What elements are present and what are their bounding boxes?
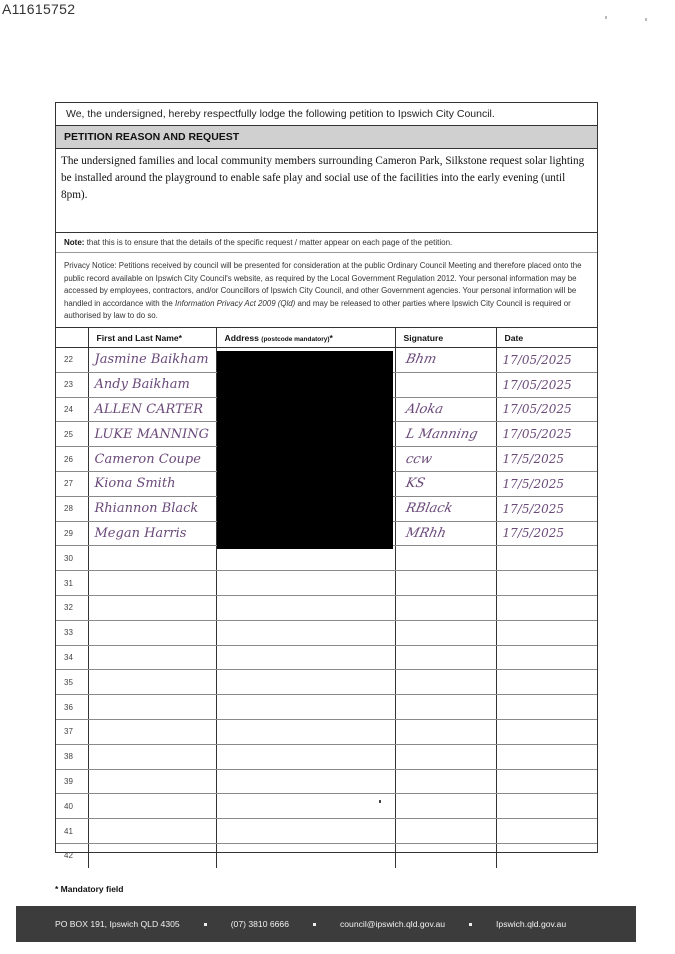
- signing-date-text: 17/05/2025: [502, 352, 572, 367]
- table-row: [56, 843, 597, 867]
- signer-signature: [395, 521, 496, 546]
- signing-date-text: 17/05/2025: [502, 377, 572, 392]
- table-row: [56, 595, 597, 620]
- footer-phone: (07) 3810 6666: [230, 919, 289, 929]
- signing-date: [496, 670, 597, 695]
- signer-name: [88, 719, 216, 744]
- row-number: 38: [56, 744, 88, 769]
- footer-separator: [204, 923, 207, 926]
- signing-date: [496, 422, 597, 447]
- privacy-act-name: Information Privacy Act 2009 (Qld): [175, 298, 296, 308]
- row-number: 28: [56, 496, 88, 521]
- signing-date-text: 17/5/2025: [502, 452, 565, 467]
- row-number: 24: [56, 397, 88, 422]
- row-number: 39: [56, 769, 88, 794]
- signer-signature: [395, 348, 496, 373]
- signer-name: [88, 397, 216, 422]
- signing-date: [496, 372, 597, 397]
- row-number: 41: [56, 819, 88, 844]
- mandatory-field-note: * Mandatory field: [55, 884, 124, 894]
- signer-name: [88, 571, 216, 596]
- header-address-note: (postcode mandatory): [261, 335, 330, 343]
- signer-signature: [395, 546, 496, 571]
- table-header-row: [56, 328, 597, 348]
- table-row: [56, 620, 597, 645]
- signer-name-text: Kiona Smith: [94, 476, 176, 492]
- row-number: 26: [56, 447, 88, 472]
- signer-name: [88, 645, 216, 670]
- signer-name: [88, 595, 216, 620]
- footer-website[interactable]: Ipswich.qld.gov.au: [496, 919, 567, 929]
- signer-name: [88, 422, 216, 447]
- row-number: 30: [56, 546, 88, 571]
- signer-name: [88, 546, 216, 571]
- signer-address: [216, 670, 395, 695]
- signing-date: [496, 471, 597, 496]
- signing-date: [496, 620, 597, 645]
- signer-address: [216, 620, 395, 645]
- signer-address: [216, 744, 395, 769]
- signer-signature: [395, 670, 496, 695]
- signing-date: [496, 447, 597, 472]
- footer-email[interactable]: council@ipswich.qld.gov.au: [339, 919, 446, 929]
- signer-name: [88, 695, 216, 720]
- row-number: 23: [56, 372, 88, 397]
- signer-signature: [395, 620, 496, 645]
- signer-address: [216, 546, 395, 571]
- signer-name: [88, 496, 216, 521]
- signer-name-text: Andy Baikham: [94, 377, 190, 393]
- footer-separator: [469, 923, 472, 926]
- signer-address: [216, 819, 395, 844]
- signing-date: [496, 571, 597, 596]
- header-name: First and Last Name*: [88, 328, 216, 348]
- signer-signature: [395, 397, 496, 422]
- signer-name: [88, 521, 216, 546]
- signer-signature: [395, 819, 496, 844]
- signing-date: [496, 744, 597, 769]
- header-address: [216, 328, 395, 348]
- footer-bar: [16, 906, 636, 942]
- signer-address: [216, 843, 395, 867]
- signing-date: [496, 719, 597, 744]
- signer-name-text: ALLEN CARTER: [94, 401, 203, 417]
- signer-signature-text: KS: [403, 476, 426, 492]
- signer-signature-text: Bhm: [403, 352, 438, 368]
- scan-specks: [603, 12, 653, 26]
- signer-name-text: Jasmine Baikham: [94, 352, 209, 368]
- table-row: [56, 670, 597, 695]
- note-text: that this is to ensure that the details of the specific request / matter appear on each page of the petition.: [86, 238, 453, 247]
- signer-signature: [395, 769, 496, 794]
- row-number: 25: [56, 422, 88, 447]
- signing-date: [496, 794, 597, 819]
- signing-date: [496, 546, 597, 571]
- note-label: Note:: [64, 238, 85, 247]
- signer-address: [216, 794, 395, 819]
- signer-address: [216, 719, 395, 744]
- signer-name: [88, 744, 216, 769]
- intro-statement: We, the undersigned, hereby respectfully lodge the following petition to Ipswich City Council.: [56, 103, 597, 126]
- row-number: 35: [56, 670, 88, 695]
- signer-signature: [395, 571, 496, 596]
- petition-reason: The undersigned families and local community members surrounding Cameron Park, Silkstone request solar lighting be installed around the playground to enable safe play and social use of the facilities into the early evening (until 8pm).: [56, 149, 597, 233]
- signer-signature-text: L Manning: [403, 426, 479, 442]
- signer-signature: [395, 447, 496, 472]
- header-address-label: Address: [224, 332, 259, 343]
- row-number: 37: [56, 719, 88, 744]
- signing-date: [496, 397, 597, 422]
- signer-signature: [395, 496, 496, 521]
- row-number: 29: [56, 521, 88, 546]
- signer-signature: [395, 595, 496, 620]
- signing-date-text: 17/5/2025: [502, 526, 565, 541]
- signing-date: [496, 645, 597, 670]
- signing-date: [496, 348, 597, 373]
- signing-date: [496, 843, 597, 867]
- signer-name: [88, 471, 216, 496]
- signer-signature-text: ccw: [403, 451, 433, 467]
- table-row: [56, 695, 597, 720]
- signer-name-text: Rhiannon Black: [94, 501, 199, 517]
- table-row: [56, 794, 597, 819]
- table-row: [56, 571, 597, 596]
- row-number: 22: [56, 348, 88, 373]
- signing-date: [496, 695, 597, 720]
- header-signature: Signature: [395, 328, 496, 348]
- signer-name: [88, 670, 216, 695]
- table-row: [56, 819, 597, 844]
- signer-name: [88, 819, 216, 844]
- signing-date: [496, 595, 597, 620]
- row-number: 36: [56, 695, 88, 720]
- signer-name: [88, 620, 216, 645]
- document-id: A11615752: [2, 1, 76, 17]
- signer-signature-text: RBlack: [403, 501, 454, 517]
- signer-name: [88, 447, 216, 472]
- signing-date: [496, 819, 597, 844]
- header-date: Date: [496, 328, 597, 348]
- signer-signature: [395, 695, 496, 720]
- table-row: [56, 744, 597, 769]
- table-row: [56, 645, 597, 670]
- footer-address: PO BOX 191, Ipswich QLD 4305: [55, 919, 180, 929]
- signing-date: [496, 521, 597, 546]
- signer-address: [216, 645, 395, 670]
- signer-signature: [395, 719, 496, 744]
- footer-separator: [313, 923, 316, 926]
- signing-date: [496, 496, 597, 521]
- signer-name: [88, 843, 216, 867]
- row-number: 33: [56, 620, 88, 645]
- privacy-text-before: Privacy Notice: Petitions received by council will be presented for consideration at the public Ordinary Council Meeting and therefore placed onto the public record available on Ipswich City Council's website, as required by the Local Government Regulation 2012. Your personal information may be accessed by employees, contractors, and/or Councillors of Ipswich City Council, and other Government agencies. Your personal information will be handled in accordance with the: [64, 261, 582, 308]
- row-number: 31: [56, 571, 88, 596]
- table-row: [56, 769, 597, 794]
- privacy-text-after: and may be released to other parties where Ipswich City Council is required or authorised by law to do so.: [64, 298, 571, 320]
- signing-date-text: 17/05/2025: [502, 427, 572, 442]
- signer-address: [216, 595, 395, 620]
- signer-name-text: Megan Harris: [94, 525, 187, 541]
- row-number: 42: [56, 843, 88, 867]
- signer-name: [88, 372, 216, 397]
- signer-signature: [395, 794, 496, 819]
- signer-address: [216, 571, 395, 596]
- signer-name-text: LUKE MANNING: [94, 426, 210, 442]
- signer-signature-text: Aloka: [403, 401, 445, 417]
- row-number: 27: [56, 471, 88, 496]
- table-row: [56, 546, 597, 571]
- row-number: 32: [56, 595, 88, 620]
- scan-mark: [379, 800, 381, 803]
- signing-date-text: 17/5/2025: [502, 476, 565, 491]
- header-address-star: *: [329, 332, 333, 343]
- privacy-notice: [56, 253, 597, 328]
- signer-signature-text: MRhh: [403, 525, 447, 541]
- address-redaction: [217, 351, 393, 549]
- signer-name: [88, 769, 216, 794]
- signer-name: [88, 348, 216, 373]
- signer-signature: [395, 422, 496, 447]
- signer-signature: [395, 744, 496, 769]
- signer-name: [88, 794, 216, 819]
- signer-signature: [395, 843, 496, 867]
- table-row: [56, 719, 597, 744]
- signer-name-text: Cameron Coupe: [94, 451, 201, 467]
- signing-date: [496, 769, 597, 794]
- signer-address: [216, 695, 395, 720]
- signer-address: [216, 769, 395, 794]
- header-number: [56, 328, 88, 348]
- signer-signature: [395, 645, 496, 670]
- row-number: 40: [56, 794, 88, 819]
- signing-date-text: 17/05/2025: [502, 402, 572, 417]
- section-heading: PETITION REASON AND REQUEST: [56, 126, 597, 149]
- signer-signature: [395, 471, 496, 496]
- note-line: [56, 233, 597, 253]
- signing-date-text: 17/5/2025: [502, 501, 565, 516]
- signer-signature: [395, 372, 496, 397]
- row-number: 34: [56, 645, 88, 670]
